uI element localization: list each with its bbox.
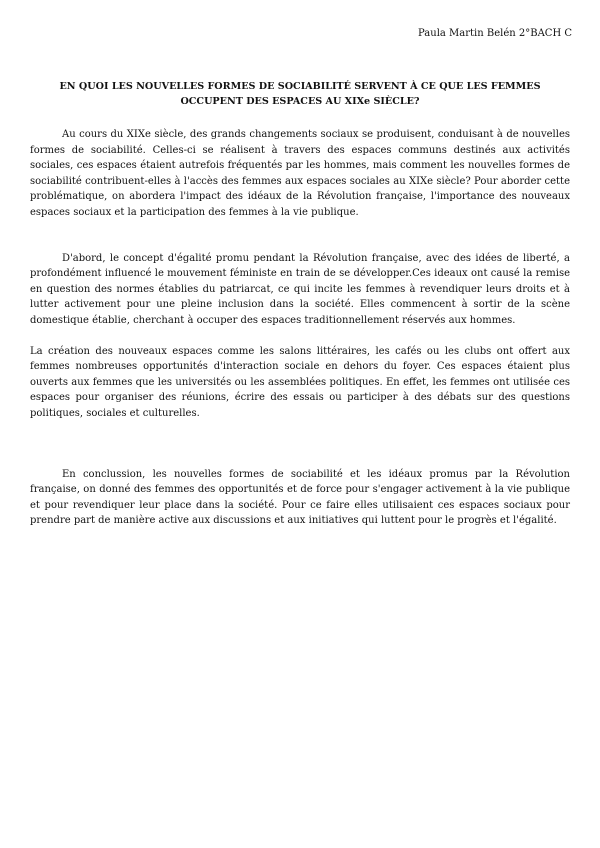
document-title: EN QUOI LES NOUVELLES FORMES DE SOCIABILITÉ SERVENT À CE QUE LES FEMMES OCCUPENT DES ESPACES AU XIXe SIÈCLE? — [59, 81, 541, 107]
paragraph-revolution-ideals: D'abord, le concept d'égalité promu pendant la Révolution française, avec des idées de liberté, a profondément influencé le mouvement féministe en train de se développer.Ces ideaux ont causé la remise en question des normes établies du patriarcat, ce qui incite les femmes à revendiquer leurs droits et à lutter activement pour une pleine inclusion dans la société. Elles commencent à sortir de la scène domestique établie, cherchant à occuper des espaces traditionnellement réservés aux hommes. — [30, 252, 570, 326]
paragraph-conclusion: En conclussion, les nouvelles formes de sociabilité et les idéaux promus par la Révolution française, on donné des femmes des opportunités et de force pour s'engager activement à la vie publique et pour revendiquer leur place dans la société. Pour ce faire elles utilisaient ces espaces sociaux pour prendre part de manière active aux discussions et aux initiatives qui luttent pour le progrès et l'égalité. — [30, 468, 570, 527]
author-header: Paula Martin Belén 2°BACH C — [418, 28, 572, 39]
paragraph-introduction: Au cours du XIXe siècle, des grands changements sociaux se produisent, conduisant à de nouvelles formes de sociabilité. Celles-ci se réalisent à travers des espaces communs destinés aux activités sociales, ces espaces étaient autrefois fréquentés par les hommes, mais comment les nouvelles formes de sociabilité contribuent-elles à l'accès des femmes aux espaces sociales au XIXe siècle? Pour aborder cette problématique, on abordera l'impact des idéaux de la Révolution française, l'importance des nouveaux espaces sociaux et la participation des femmes à la vie publique. — [30, 129, 570, 218]
document-body — [30, 127, 570, 529]
paragraph-new-spaces: La création des nouveaux espaces comme les salons littéraires, les cafés ou les clubs ont offert aux femmes nombreuses opportunités d'interaction sociale en dehors du foyer. Ces espaces étaient plus ouverts aux femmes que les universités ou les assemblées politiques. En effet, les femmes ont utilisée ces espaces pour organiser des réunions, écrire des essais ou participer à des débats sur des questions politiques, sociales et culturelles. — [30, 345, 570, 419]
